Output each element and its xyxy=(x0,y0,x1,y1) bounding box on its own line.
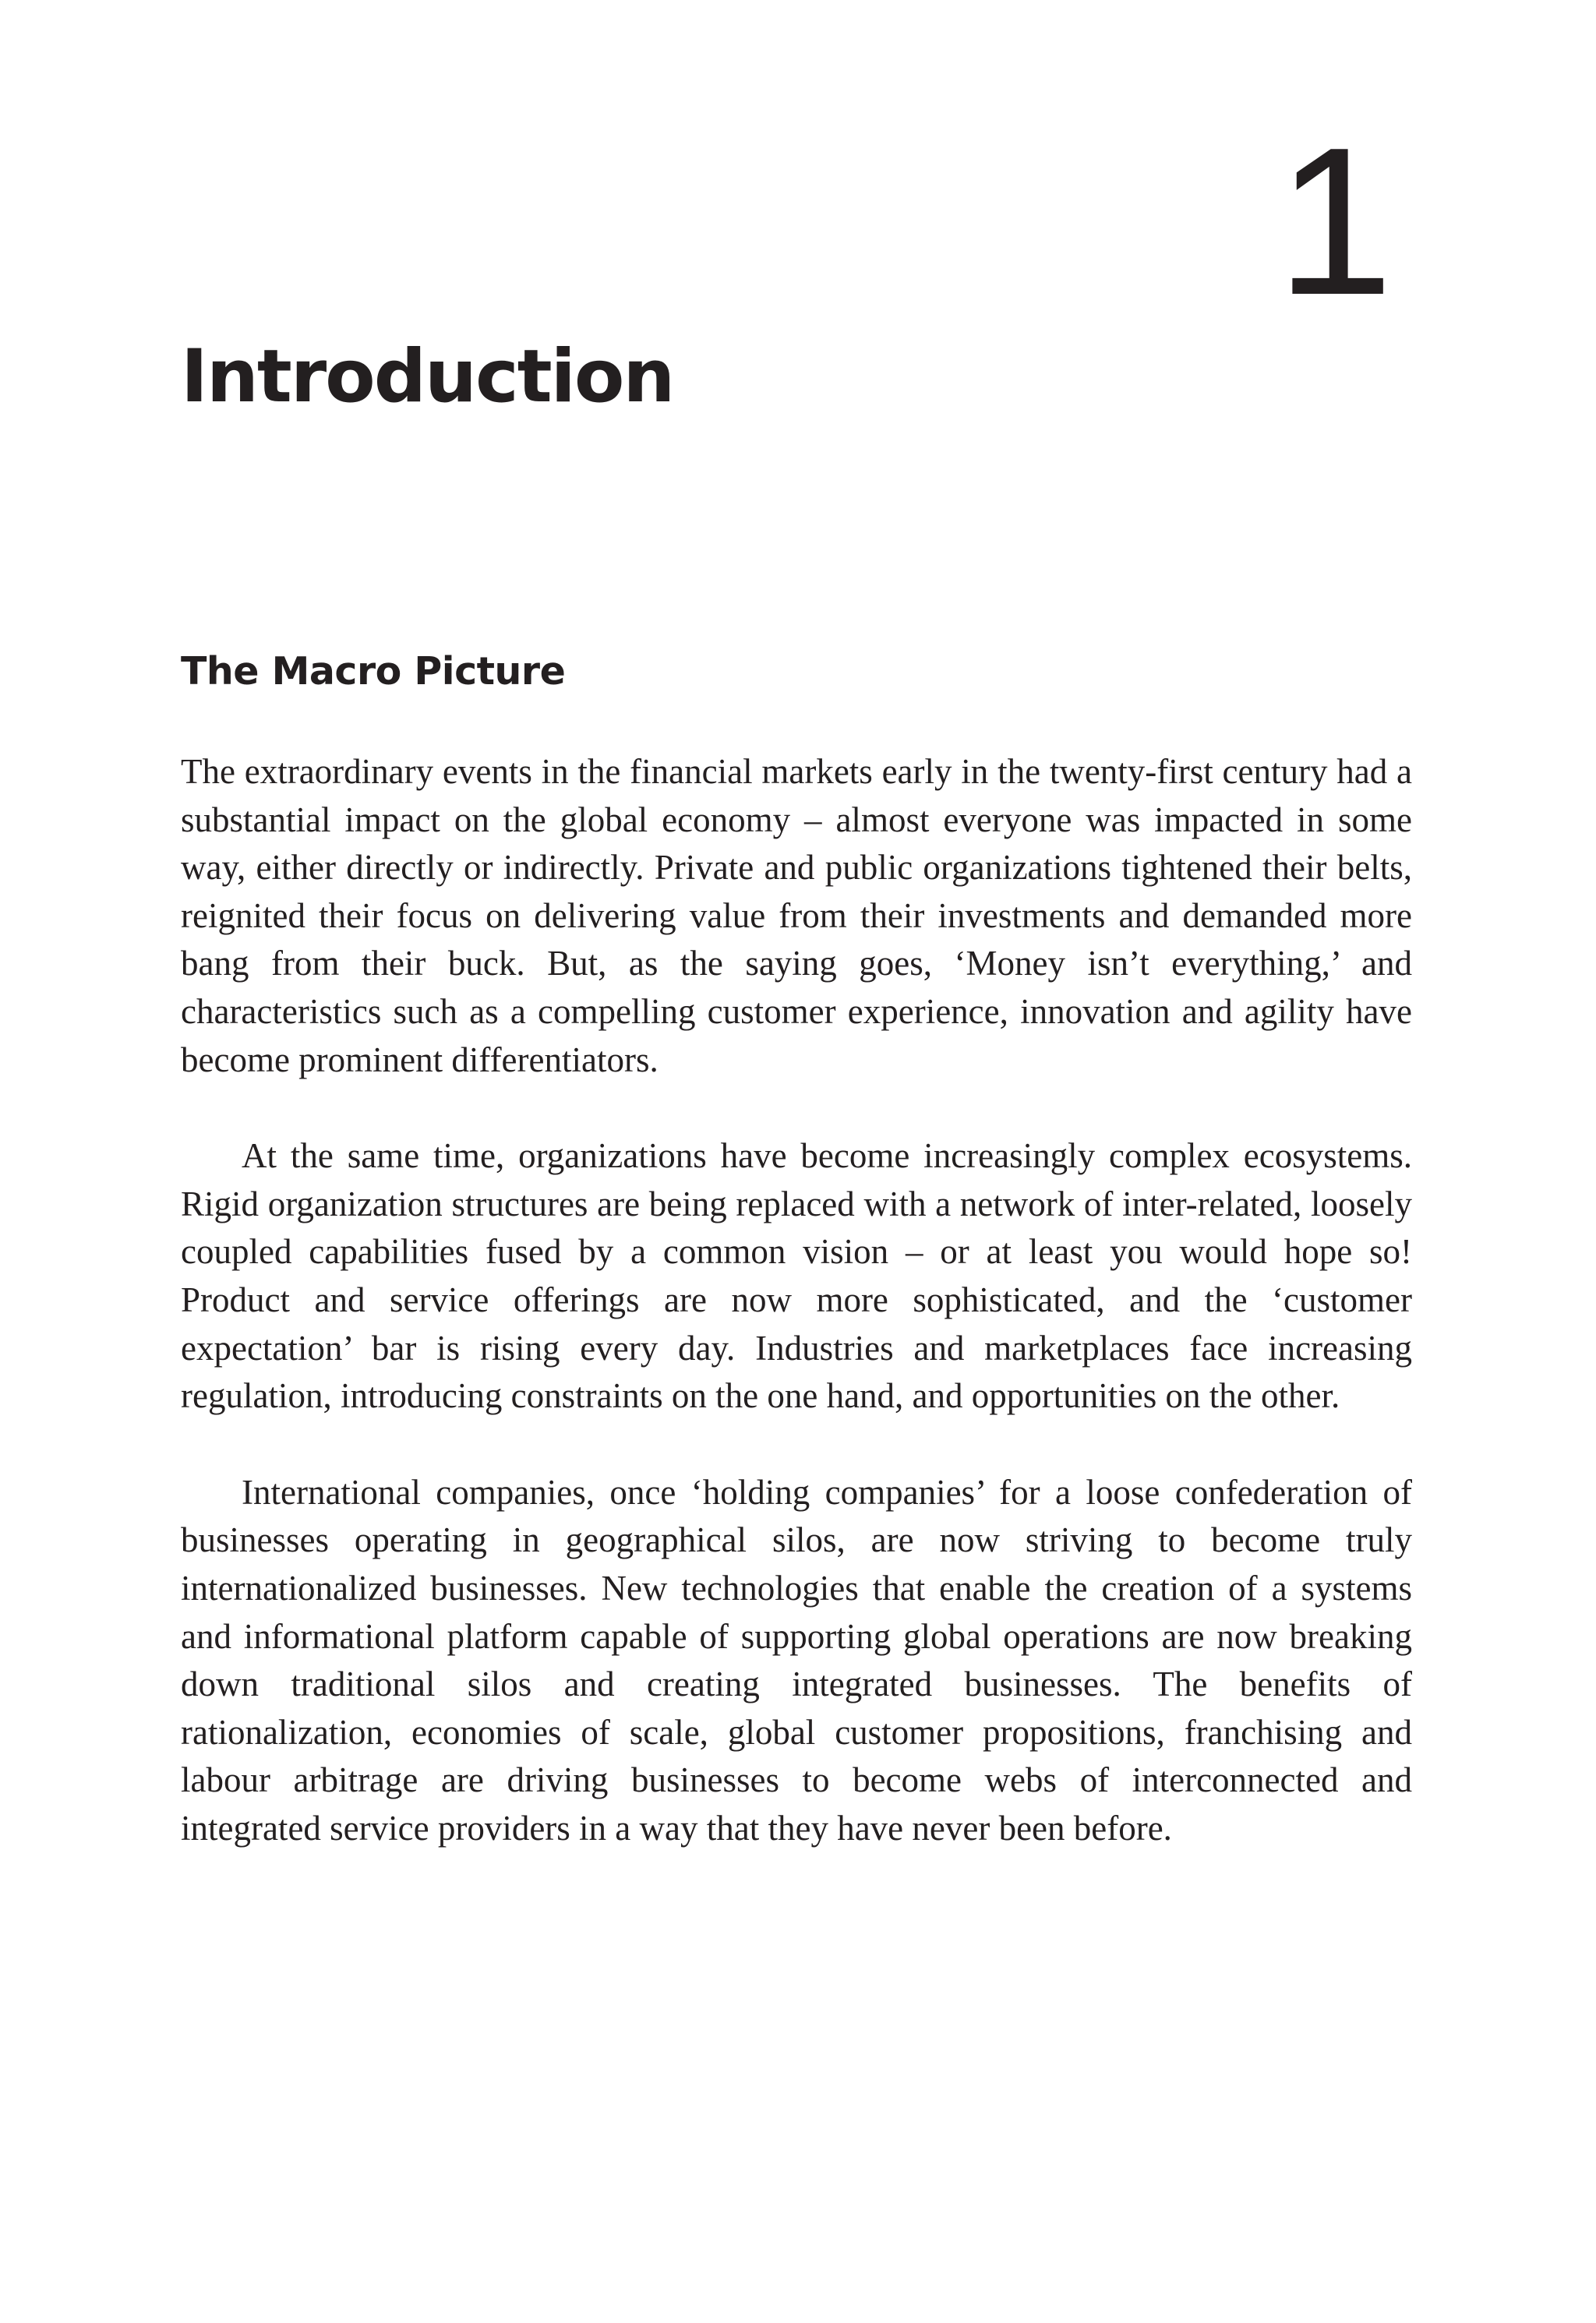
chapter-title: Introduction xyxy=(181,334,674,419)
section-heading: The Macro Picture xyxy=(181,649,566,694)
paragraph-1: The extraordinary events in the financial markets early in the twenty-first century had a substantial impact on the global economy – almost everyone was impacted in some way, either directly or indirectly. Private and public organizations tightened their belts, reignited their focus on delivering value from their investments and demanded more bang from their buck. But, as the saying goes, ‘Money isn’t everything,’ and characteristics such as a compelling customer experience, innovation and agility have become prominent differentiators. xyxy=(181,752,1412,1079)
body-text xyxy=(181,748,1412,1901)
paragraph-2: At the same time, organizations have become increasingly complex ecosystems. Rigid organization structures are being replaced with a network of inter-related, loosely coupled capabilities fused by a common vision – or at least you would hope so! Product and service offerings are now more sophisticated, and the ‘customer expectation’ bar is rising every day. Industries and marketplaces face increasing regulation, introducing constraints on the one hand, and opportunities on the other. xyxy=(181,1136,1412,1416)
paragraph-3: International companies, once ‘holding companies’ for a loose confederation of businesses operating in geographical silos, are now striving to become truly internationalized businesses. New technologies that enable the creation of a systems and informational platform capable of supporting global operations are now breaking down traditional silos and creating integrated businesses. The benefits of rationalization, economies of scale, global customer propositions, franchising and labour arbitrage are driving businesses to become webs of interconnected and integrated service providers in a way that they have never been before. xyxy=(181,1472,1412,1848)
chapter-number: 1 xyxy=(1276,104,1393,339)
